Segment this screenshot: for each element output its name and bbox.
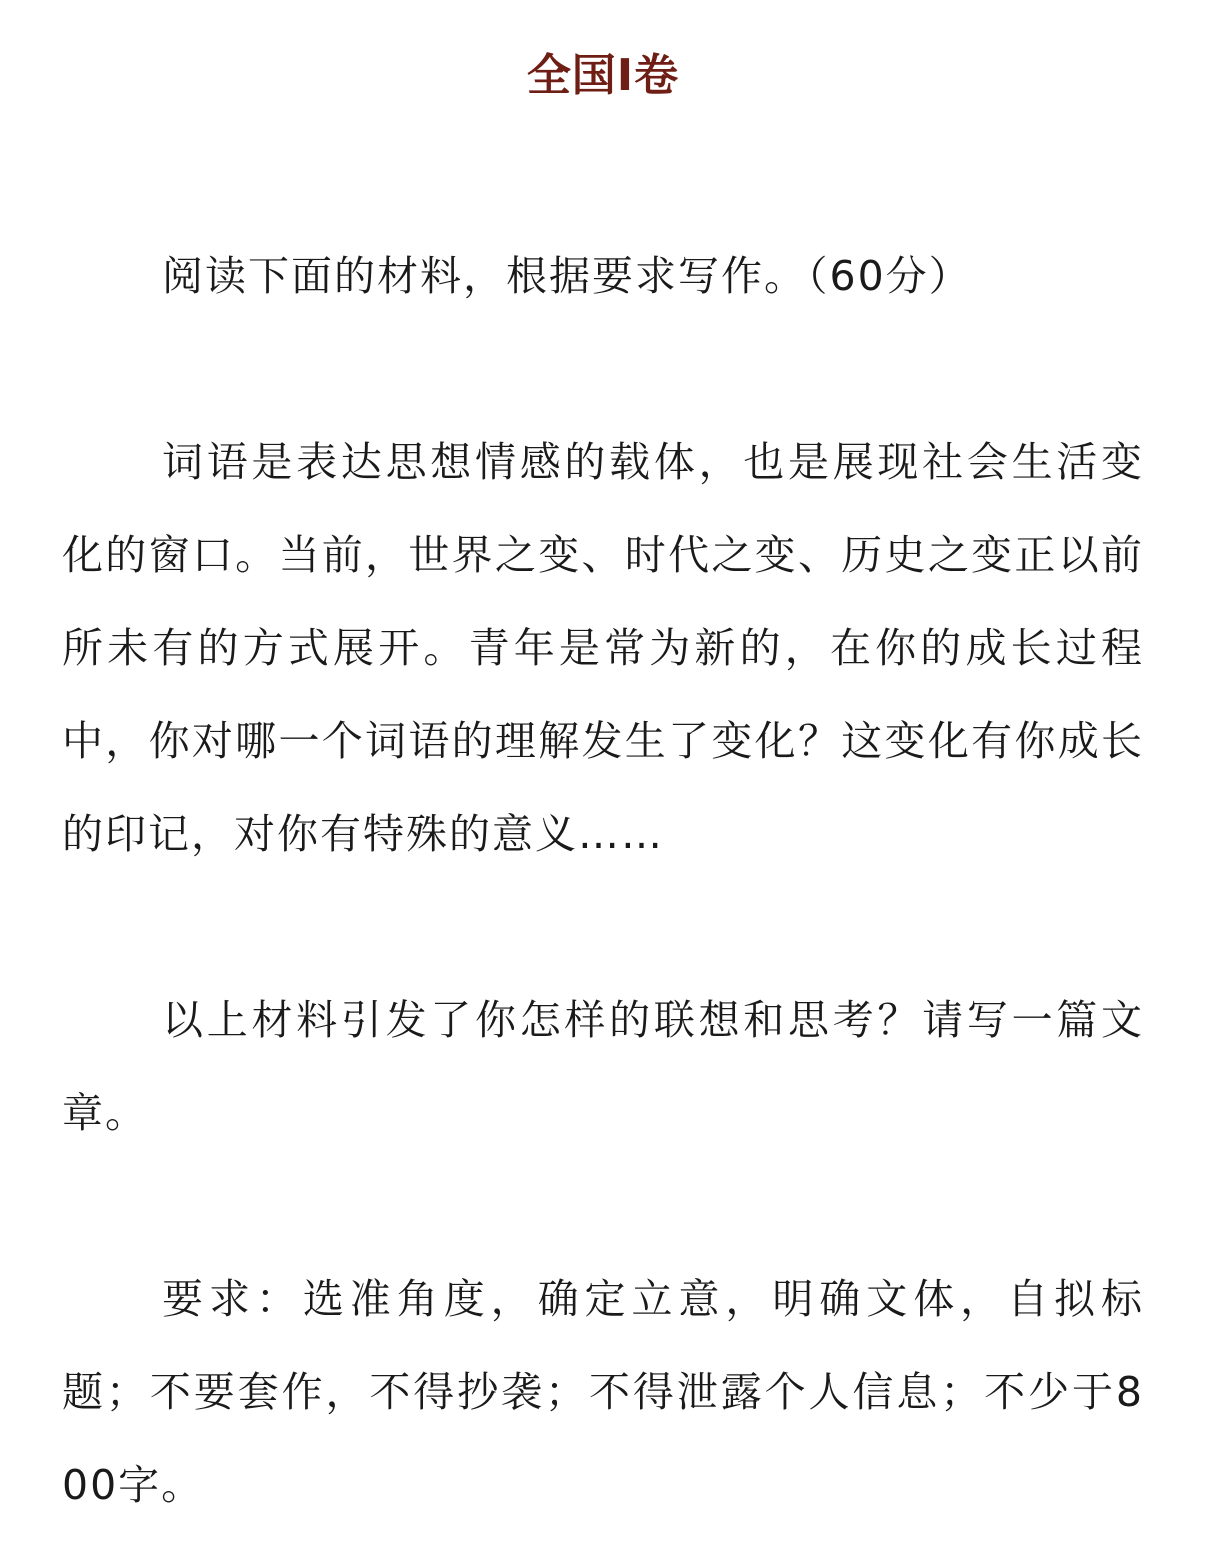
document-body [62,230,1144,1532]
paragraph-gap [62,1160,1144,1253]
page-title: 全国Ⅰ卷 [526,50,680,101]
paragraph-gap [62,881,1144,974]
paragraph-gap [62,323,1144,416]
prompt-paragraph: 以上材料引发了你怎样的联想和思考？请写一篇文章。 [62,996,1144,1137]
requirements-paragraph: 要求：选准角度，确定立意，明确文体，自拟标题；不要套作，不得抄袭；不得泄露个人信息；不少于800字。 [62,1275,1144,1509]
instruction-paragraph: 阅读下面的材料，根据要求写作。（60分） [162,252,972,300]
material-paragraph: 词语是表达思想情感的载体，也是展现社会生活变化的窗口。当前，世界之变、时代之变、历史之变正以前所未有的方式展开。青年是常为新的，在你的成长过程中，你对哪一个词语的理解发生了变化？这变化有你成长的印记，对你有特殊的意义…… [62,438,1144,858]
